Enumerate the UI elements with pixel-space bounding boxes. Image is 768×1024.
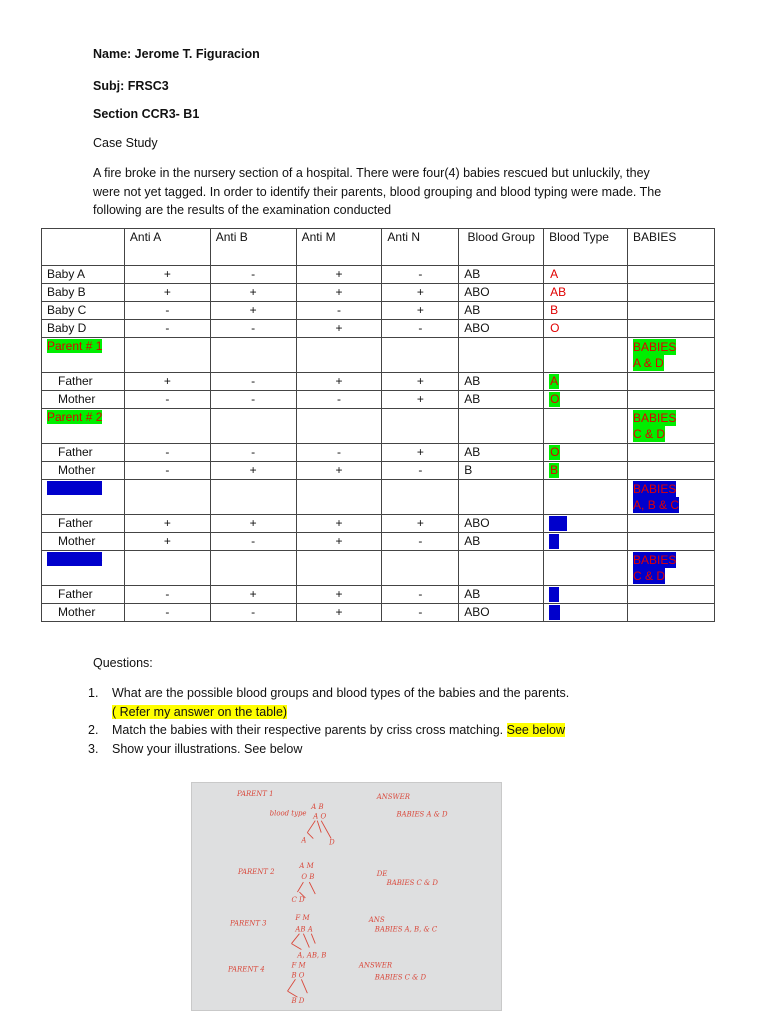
svg-text:DE: DE — [376, 870, 388, 879]
header-blood-type: Blood Type — [544, 229, 628, 266]
section: Section CCR3- B1 — [93, 107, 200, 121]
row-label: Mother — [42, 462, 125, 480]
babies-cell — [628, 551, 715, 586]
table-row — [42, 373, 715, 391]
blood-group-cell: ABO — [459, 284, 544, 302]
reaction-anti-m: + — [296, 373, 382, 391]
babies-cell — [628, 462, 715, 480]
question-note: ( Refer my answer on the table) — [112, 704, 288, 719]
babies-cell — [628, 266, 715, 284]
reaction-anti-a: - — [124, 391, 210, 409]
parent-label-cell — [42, 409, 125, 444]
reaction-anti-m: + — [296, 586, 382, 604]
header-anti-n: Anti N — [382, 229, 459, 266]
parent-header-row — [42, 551, 715, 586]
reaction-anti-b: - — [210, 533, 296, 551]
empty-cell — [210, 551, 296, 586]
blood-type-value: O — [550, 392, 560, 406]
svg-text:D: D — [329, 838, 335, 847]
header-anti-a: Anti A — [124, 229, 210, 266]
babies-cell — [628, 302, 715, 320]
reaction-anti-a: - — [124, 586, 210, 604]
reaction-anti-n: + — [382, 302, 459, 320]
empty-cell — [382, 338, 459, 373]
description-line: following are the results of the examination conducted — [93, 203, 392, 217]
reaction-anti-m: - — [296, 302, 382, 320]
empty-cell — [544, 551, 628, 586]
reaction-anti-a: - — [124, 462, 210, 480]
reaction-anti-b: + — [210, 284, 296, 302]
babies-cell — [628, 373, 715, 391]
babies-matched: A & D — [633, 356, 664, 370]
babies-cell — [628, 515, 715, 533]
empty-cell — [296, 338, 382, 373]
empty-cell — [210, 480, 296, 515]
svg-text:A B: A B — [311, 802, 324, 811]
sketch-parent-3 — [229, 914, 438, 960]
table-row — [42, 586, 715, 604]
blood-group-cell: ABO — [459, 320, 544, 338]
babies-cell — [628, 284, 715, 302]
babies-label: BABIES — [633, 482, 677, 496]
blood-type-cell — [544, 586, 628, 604]
table-row — [42, 302, 715, 320]
reaction-anti-b: + — [210, 586, 296, 604]
parent-label-cell — [42, 551, 125, 586]
row-label: Mother — [42, 391, 125, 409]
svg-text:F M: F M — [291, 961, 306, 970]
svg-text:BABIES C & D: BABIES C & D — [374, 973, 427, 982]
question-text: Show your illustrations. See below — [112, 741, 303, 756]
svg-text:ANS: ANS — [368, 915, 385, 924]
reaction-anti-b: - — [210, 320, 296, 338]
reaction-anti-m: + — [296, 515, 382, 533]
reaction-anti-m: + — [296, 266, 382, 284]
blood-type-value: AB — [550, 516, 567, 530]
reaction-anti-m: - — [296, 391, 382, 409]
babies-label: BABIES — [633, 340, 677, 354]
svg-text:ANSWER: ANSWER — [358, 961, 393, 970]
blood-type-cell — [544, 373, 628, 391]
case-study-heading: Case Study — [93, 136, 158, 150]
description-line: A fire broke in the nursery section of a hospital. There were four(4) babies rescued but unluckily, they — [93, 166, 650, 180]
reaction-anti-a: - — [124, 320, 210, 338]
blood-type-value: O — [550, 605, 560, 619]
svg-text:C D: C D — [291, 895, 305, 904]
babies-label: BABIES — [633, 553, 677, 567]
blood-group-cell: AB — [459, 391, 544, 409]
reaction-anti-b: - — [210, 266, 296, 284]
question-highlight: See below — [506, 723, 565, 737]
row-label: Mother — [42, 533, 125, 551]
empty-cell — [459, 480, 544, 515]
reaction-anti-n: - — [382, 320, 459, 338]
empty-cell — [459, 551, 544, 586]
blood-type-value: A — [550, 374, 559, 388]
reaction-anti-b: + — [210, 462, 296, 480]
svg-text:blood type: blood type — [269, 809, 307, 818]
table-row — [42, 284, 715, 302]
blood-type-cell — [544, 444, 628, 462]
svg-text:BABIES A & D: BABIES A & D — [396, 810, 448, 819]
empty-cell — [544, 480, 628, 515]
babies-cell — [628, 586, 715, 604]
questions-heading: Questions: — [93, 656, 153, 670]
reaction-anti-b: - — [210, 391, 296, 409]
blood-group-cell: ABO — [459, 604, 544, 622]
empty-cell — [459, 409, 544, 444]
reaction-anti-n: + — [382, 515, 459, 533]
babies-cell — [628, 409, 715, 444]
empty-cell — [124, 409, 210, 444]
question-text: What are the possible blood groups and blood types of the babies and the parents. — [112, 686, 570, 700]
student-name: Name: Jerome T. Figuracion — [93, 47, 260, 61]
empty-cell — [382, 480, 459, 515]
babies-cell — [628, 444, 715, 462]
empty-cell — [124, 551, 210, 586]
babies-matched: C & D — [633, 427, 666, 441]
blood-group-cell: AB — [459, 586, 544, 604]
babies-cell — [628, 320, 715, 338]
blood-type-cell — [544, 391, 628, 409]
table-row — [42, 533, 715, 551]
babies-label: BABIES — [633, 411, 677, 425]
reaction-anti-m: + — [296, 320, 382, 338]
row-label: Father — [42, 373, 125, 391]
blood-type-cell — [544, 320, 628, 338]
reaction-anti-m: + — [296, 284, 382, 302]
svg-text:PARENT 4: PARENT 4 — [228, 965, 265, 974]
reaction-anti-n: + — [382, 444, 459, 462]
table-row — [42, 391, 715, 409]
reaction-anti-b: + — [210, 302, 296, 320]
question-number: 2. — [88, 723, 99, 737]
empty-cell — [210, 409, 296, 444]
empty-cell — [124, 338, 210, 373]
sketch-parent-2 — [237, 862, 438, 904]
question-item — [88, 721, 569, 740]
reaction-anti-m: + — [296, 533, 382, 551]
parent-label: Parent # 1 — [47, 339, 103, 353]
svg-text:O B: O B — [301, 873, 315, 882]
blood-type-cell — [544, 284, 628, 302]
case-description — [93, 164, 693, 220]
svg-text:A: A — [301, 836, 307, 845]
empty-cell — [382, 551, 459, 586]
babies-cell — [628, 338, 715, 373]
question-text: Match the babies with their respective parents by criss cross matching. — [112, 723, 507, 737]
reaction-anti-b: - — [210, 444, 296, 462]
babies-cell — [628, 480, 715, 515]
blood-group-cell: AB — [459, 302, 544, 320]
table-row — [42, 515, 715, 533]
reaction-anti-n: + — [382, 284, 459, 302]
reaction-anti-b: + — [210, 515, 296, 533]
reaction-anti-n: - — [382, 266, 459, 284]
blood-group-cell: AB — [459, 444, 544, 462]
blood-type-value: B — [550, 587, 559, 601]
row-label: Baby C — [42, 302, 125, 320]
row-label: Baby B — [42, 284, 125, 302]
description-line: were not yet tagged. In order to identify their parents, blood grouping and blood typing were made. The — [93, 184, 662, 199]
svg-text:AB A: AB A — [295, 925, 313, 934]
sketch-parent-4 — [227, 961, 426, 1005]
blood-group-cell: ABO — [459, 515, 544, 533]
reaction-anti-a: - — [124, 302, 210, 320]
empty-cell — [296, 409, 382, 444]
parent-label-cell — [42, 338, 125, 373]
reaction-anti-a: - — [124, 604, 210, 622]
blood-type-cell — [544, 302, 628, 320]
blood-group-cell: AB — [459, 266, 544, 284]
table-row — [42, 462, 715, 480]
header-anti-m: Anti M — [296, 229, 382, 266]
parent-header-row — [42, 480, 715, 515]
table-row — [42, 320, 715, 338]
svg-text:PARENT 3: PARENT 3 — [230, 919, 267, 928]
reaction-anti-b: - — [210, 604, 296, 622]
blood-type-value: A — [550, 267, 559, 281]
blood-type-cell — [544, 533, 628, 551]
blood-group-cell: B — [459, 462, 544, 480]
svg-text:BABIES C & D: BABIES C & D — [386, 879, 438, 888]
reaction-anti-a: + — [124, 515, 210, 533]
blood-group-cell: AB — [459, 533, 544, 551]
blood-type-cell — [544, 515, 628, 533]
row-label: Father — [42, 444, 125, 462]
reaction-anti-m: + — [296, 462, 382, 480]
reaction-anti-n: - — [382, 462, 459, 480]
parent-label-cell — [42, 480, 125, 515]
reaction-anti-m: + — [296, 604, 382, 622]
reaction-anti-a: + — [124, 533, 210, 551]
parent-label: Parent # 3 — [47, 481, 103, 495]
illustration-photo — [191, 782, 502, 1011]
reaction-anti-n: + — [382, 373, 459, 391]
svg-text:B D: B D — [291, 997, 305, 1006]
empty-cell — [382, 409, 459, 444]
row-label: Father — [42, 586, 125, 604]
row-label: Mother — [42, 604, 125, 622]
parent-header-row — [42, 338, 715, 373]
empty-cell — [544, 338, 628, 373]
row-label: Father — [42, 515, 125, 533]
empty-cell — [544, 409, 628, 444]
blood-type-value: O — [550, 445, 560, 459]
question-item — [88, 740, 569, 759]
svg-text:BABIES A, B, & C: BABIES A, B, & C — [374, 925, 438, 934]
handwritten-sketch — [192, 783, 501, 1010]
reaction-anti-n: - — [382, 533, 459, 551]
blood-group-cell: AB — [459, 373, 544, 391]
reaction-anti-a: + — [124, 284, 210, 302]
svg-text:PARENT 2: PARENT 2 — [237, 868, 275, 877]
parent-header-row — [42, 409, 715, 444]
svg-text:A M: A M — [299, 862, 314, 871]
empty-cell — [296, 551, 382, 586]
svg-text:ANSWER: ANSWER — [376, 792, 410, 801]
parent-label: Parent # 2 — [47, 410, 103, 424]
reaction-anti-a: - — [124, 444, 210, 462]
blood-type-value: AB — [550, 285, 567, 299]
empty-cell — [210, 338, 296, 373]
row-label: Baby D — [42, 320, 125, 338]
reaction-anti-n: - — [382, 586, 459, 604]
question-item — [88, 684, 570, 721]
blood-type-value: O — [550, 321, 560, 335]
babies-cell — [628, 391, 715, 409]
table-row — [42, 444, 715, 462]
blood-type-value: A — [550, 534, 559, 548]
svg-text:F M: F M — [295, 913, 310, 922]
reaction-anti-n: + — [382, 391, 459, 409]
subject: Subj: FRSC3 — [93, 79, 169, 93]
header-blood-group: Blood Group — [459, 229, 544, 266]
header-anti-b: Anti B — [210, 229, 296, 266]
question-number: 3. — [88, 741, 99, 756]
svg-text:A O: A O — [313, 812, 327, 821]
blood-type-cell — [544, 266, 628, 284]
empty-cell — [296, 480, 382, 515]
table-row — [42, 604, 715, 622]
table-header-row — [42, 229, 715, 266]
question-number: 1. — [88, 686, 99, 700]
babies-matched: C & D — [633, 569, 666, 583]
babies-cell — [628, 604, 715, 622]
babies-matched: A, B & C — [633, 498, 680, 512]
empty-cell — [124, 480, 210, 515]
parent-label: Parent # 4 — [47, 552, 103, 566]
svg-text:A, AB, B: A, AB, B — [297, 951, 327, 960]
table-row — [42, 266, 715, 284]
header-babies: BABIES — [628, 229, 715, 266]
reaction-anti-n: - — [382, 604, 459, 622]
reaction-anti-b: - — [210, 373, 296, 391]
results-table — [41, 228, 715, 622]
reaction-anti-a: + — [124, 266, 210, 284]
blood-type-cell — [544, 462, 628, 480]
sketch-parent-1 — [236, 790, 448, 847]
blood-type-value: B — [550, 303, 559, 317]
reaction-anti-m: - — [296, 444, 382, 462]
blood-type-value: B — [550, 463, 559, 477]
row-label: Baby A — [42, 266, 125, 284]
babies-cell — [628, 533, 715, 551]
blood-type-cell — [544, 604, 628, 622]
header-blank — [42, 229, 125, 266]
svg-text:B O: B O — [291, 971, 305, 980]
svg-text:PARENT 1: PARENT 1 — [236, 789, 274, 798]
empty-cell — [459, 338, 544, 373]
reaction-anti-a: + — [124, 373, 210, 391]
questions-list — [88, 684, 570, 758]
